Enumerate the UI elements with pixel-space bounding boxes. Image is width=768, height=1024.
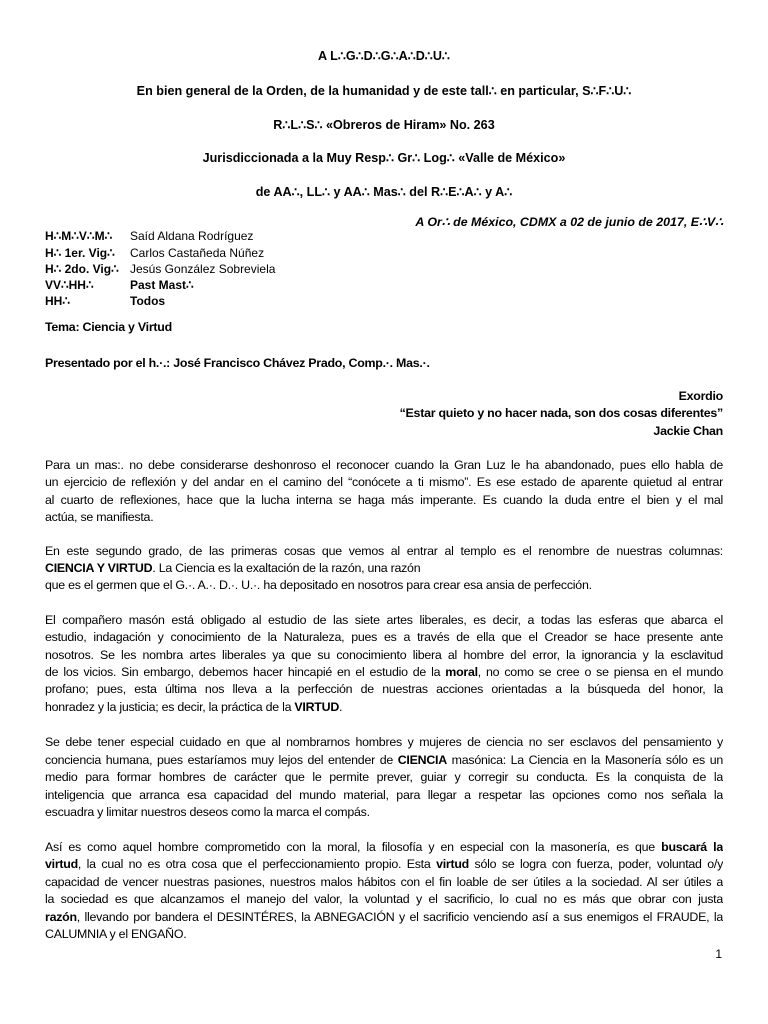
bold-term: CIENCIA Y VIRTUD — [45, 561, 153, 575]
date-line: A Or∴ de México, CDMX a 02 de junio de 2017, E∴V∴ — [415, 215, 723, 229]
paragraph-1-line: Para un mas:. no debe considerarse deshonroso el reconocer cuando la Gran Luz le ha abandonado, pues ello habla de — [45, 458, 723, 472]
paragraph-5-line — [45, 910, 723, 927]
paragraph-5-line: capacidad de vencer nuestras pasiones, nuestros malos hábitos con el fin loable de ser útiles a la sociedad. Al ser útiles a — [45, 875, 723, 889]
paragraph-1-line: un ejercicio de reflexión y del andar en el camino del “conócete a ti mismo”. Es ese estado de aparente quietud al entrar — [45, 475, 723, 489]
paragraph-3-line: nosotros. Se les nombra artes liberales ya que su conocimiento libera al hombre del error, la ignorancia y la esclavitud — [45, 648, 723, 662]
paragraph-1-line: al cuarto de reflexiones, hace que la lucha interna se haga más imperante. Es cuando la duda entre el bien y el mal — [45, 493, 723, 507]
paragraph-3-line: profano; pues, esta última nos lleva a la perfección de nuestras acciones orientadas a la búsqueda del honor, la — [45, 682, 723, 696]
bold-term: moral — [445, 665, 478, 679]
paragraph-5-line — [45, 857, 723, 874]
paragraph-2-line — [45, 561, 420, 575]
bold-term: VIRTUD — [294, 700, 340, 714]
text-run: Así es como aquel hombre comprometido con la moral, la filosofía y en especial con la masonería, es que — [45, 840, 662, 854]
text-run: masónica: La Ciencia en la Masonería sólo es un — [446, 753, 723, 767]
roster-title: H∴M∴V∴M∴ — [45, 229, 113, 243]
paragraph-4-line: medio para formar hombres de carácter que le permite prever, guiar y corregir su conducta. Es la conquista de la — [45, 770, 723, 784]
paragraph-3-line: El compañero masón está obligado al estudio de las siete artes liberales, es decir, a todas las esferas que abarca el — [45, 613, 723, 627]
bold-term: virtud — [436, 857, 469, 871]
paragraph-4-line: Se debe tener especial cuidado en que al nombrarnos hombres y mujeres de ciencia no ser esclavos del pensamiento y — [45, 735, 723, 749]
paragraph-4-line: inteligencia que arranca esa capacidad del mundo material, para llegar a respetar las opciones como nos señala la — [45, 788, 723, 802]
roster-name: Todos — [130, 294, 166, 308]
roster-title: VV∴HH∴ — [45, 278, 94, 292]
paragraph-2-line: En este segundo grado, de las primeras cosas que vemos al entrar al templo es el renombre de nuestras columnas: — [45, 544, 723, 558]
tema-line: Tema: Ciencia y Virtud — [45, 320, 172, 334]
text-run: , no como se cree o se piensa en el mundo — [477, 665, 723, 679]
text-run: de los vicios. Sin embargo, debemos hacer hincapié en el estudio de la — [45, 665, 446, 679]
paragraph-4-line — [45, 753, 723, 770]
paragraph-2-line: que es el germen que el G.·. A.·. D.·. U.·. ha depositado en nosotros para crear esa ansia de perfección. — [45, 578, 592, 592]
roster-name: Past Mast∴ — [130, 278, 194, 292]
paragraph-3-line — [45, 665, 723, 682]
text-run: . — [339, 700, 343, 714]
paragraph-4-line: escuadra y limitar nuestros deseos como la marca el compás. — [45, 805, 370, 819]
header-line-3: R∴L∴S∴ «Obreros de Hiram» No. 263 — [273, 118, 495, 132]
paragraph-5-line — [45, 840, 723, 857]
header-line-2: En bien general de la Orden, de la humanidad y de este tall∴ en particular, S∴F∴U∴ — [136, 84, 632, 98]
bold-term: virtud — [45, 857, 78, 871]
header-line-4: Jurisdiccionada a la Muy Resp∴ Gr∴ Log∴ «Valle de México» — [202, 151, 566, 165]
bold-term: razón — [45, 910, 77, 924]
roster-title: H∴ 2do. Vig∴ — [45, 262, 119, 276]
paragraph-5-line: la sociedad es que alcanzamos el manejo del valor, la voluntad y el sacrificio, lo cual no es más que obrar con justa — [45, 892, 723, 906]
header-line-5: de AA∴, LL∴ y AA∴ Mas∴ del R∴E∴A∴ y A∴ — [255, 185, 513, 199]
exordio-quote: “Estar quieto y no hacer nada, son dos cosas diferentes” — [399, 406, 723, 420]
roster-name: Carlos Castañeda Núñez — [130, 246, 265, 260]
roster-name: Saíd Aldana Rodríguez — [130, 229, 254, 243]
text-run: , la cual no es otra cosa que el perfeccionamiento propio. Esta — [77, 857, 437, 871]
text-run: honradez y la justicia; es decir, la práctica de la — [45, 700, 295, 714]
text-run: sólo se logra con fuerza, poder, voluntad o/y — [469, 857, 723, 871]
roster-title: HH∴ — [45, 294, 70, 308]
paragraph-5-line: CALUMNIA y el ENGAÑO. — [45, 927, 187, 941]
exordio-author: Jackie Chan — [653, 424, 723, 438]
page-number: 1 — [715, 947, 722, 961]
bold-term: buscará la — [661, 840, 723, 854]
roster-name: Jesús González Sobreviela — [130, 262, 276, 276]
roster-title: H∴ 1er. Vig∴ — [45, 246, 115, 260]
presentado-line: Presentado por el h.·.: José Francisco Chávez Prado, Comp.·. Mas.·. — [45, 356, 430, 370]
bold-term: CIENCIA — [397, 753, 447, 767]
paragraph-1-line: actúa, se manifiesta. — [45, 510, 154, 524]
paragraph-3-line: estudio, indagación y conocimiento de la Naturaleza, pues es a través de ella que el Creador se hace presente ante — [45, 630, 723, 644]
exordio-heading: Exordio — [678, 389, 723, 403]
text-run: , llevando por bandera el DESINTÉRES, la ABNEGACIÓN y el sacrificio venciendo así a sus enemigos el FRAUDE, la — [76, 910, 723, 924]
header-line-1: A L∴G∴D∴G∴A∴D∴U∴ — [318, 49, 450, 63]
text-run: . La Ciencia es la exaltación de la razón, una razón — [152, 561, 421, 575]
text-run: conciencia humana, pues estaríamos muy lejos del entender de — [45, 753, 398, 767]
paragraph-3-line — [45, 700, 342, 714]
